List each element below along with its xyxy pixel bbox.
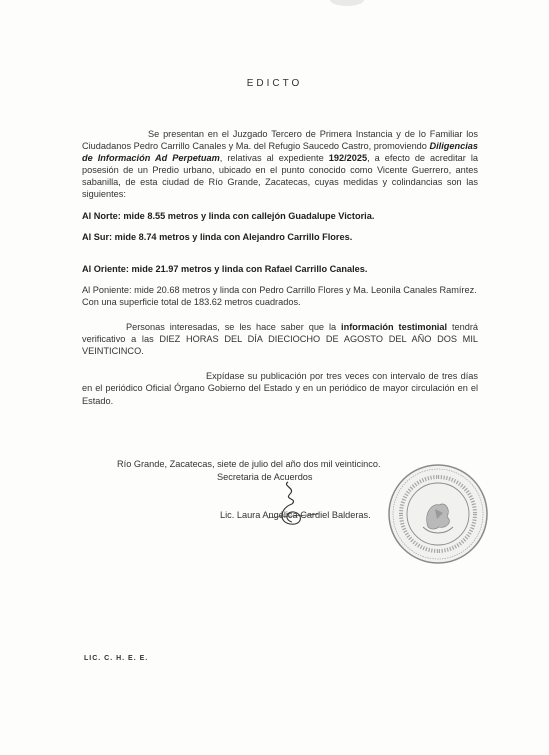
court-seal [387,463,489,565]
intro-paragraph [82,128,478,201]
intro-text-c: , relativas al expediente [219,153,329,164]
intro-text-a: Se presentan en el Juzgado Tercero de Primera Instancia y de lo Familiar los Ciudadanos Pedro Carrillo Canales y Ma. del Refugio Saucedo Castro, promoviendo [82,129,478,152]
publication-paragraph: Expídase su publicación por tres veces con intervalo de tres días en el periódico Oficial Órgano Gobierno del Estado y en un periódico de mayor circulación en el Estado. [82,371,478,406]
handwritten-signature [262,478,322,534]
signer-name: Lic. Laura Angélica Cardiel Balderas. [220,510,371,520]
footer-initials: LIC. C. H. E. E. [84,655,149,662]
document-title: EDICTO [246,78,303,89]
procedure-name: Diligencias de Información Ad Perpetuam [82,141,478,164]
boundary-east: Al Oriente: mide 21.97 metros y linda con Rafael Carrillo Canales. [82,263,368,274]
hearing-paragraph [82,321,478,357]
testimonial-label: información testimonial [341,322,448,333]
document-body [82,128,478,407]
total-area: Con una superficie total de 183.62 metros cuadrados. [82,296,301,307]
intro-text-e: , a efecto de acreditar la posesión de un Predio urbano, ubicado en el punto conocido como Vicente Guerrero, antes sabanilla, de esta ciudad de Río Grande, Zacatecas, cuyas medidas y colindancias son las siguientes: [82,153,478,200]
scan-mark [330,0,364,6]
hearing-text-a: Personas interesadas, se les hace saber que la [126,322,342,333]
secretary-title: Secretaria de Acuerdos [217,472,313,482]
hearing-text-c: tendrá verificativo a las DIEZ HORAS DEL DÍA DIECIOCHO DE AGOSTO DEL AÑO DOS MIL VEINTICINCO. [82,322,478,357]
boundary-west: Al Poniente: mide 20.68 metros y linda con Pedro Carrillo Flores y Ma. Leonila Canales Ramírez. [82,284,477,295]
boundary-south: Al Sur: mide 8.74 metros y linda con Alejandro Carrillo Flores. [82,231,353,242]
date-place: Río Grande, Zacatecas, siete de julio del año dos mil veinticinco. [117,459,381,469]
boundary-north: Al Norte: mide 8.55 metros y linda con callejón Guadalupe Victoria. [82,210,375,221]
case-number: 192/2025 [328,153,368,164]
